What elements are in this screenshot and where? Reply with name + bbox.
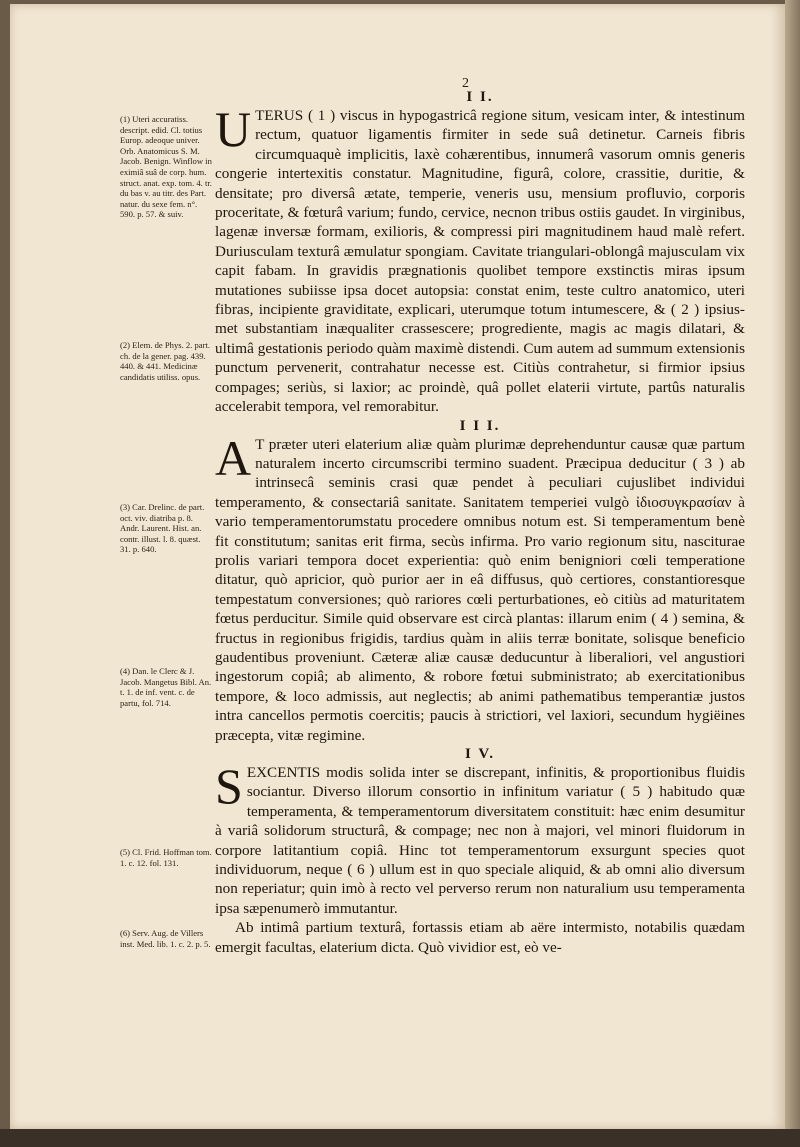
dropcap-a: A (215, 429, 252, 486)
sidenote-3: (3) Car. Drelinc. de part. oct. viv. diatriba p. 8. Andr. Laurent. Hist. an. contr. illust. l. 8. quæst. 31. p. 640. (120, 502, 205, 555)
dropcap-u: U (215, 101, 252, 157)
page-edge-bottom (0, 1129, 800, 1147)
section-2-text: TERUS ( 1 ) viscus in hypogastricâ regione situm, vesicam inter, & intestinum rectum, quatuor ligamentis firmiter in sede suâ detinetur. Carneis fibris circumquaquè implicitis, laxè cohærentibus, innumerâ vasorum omnis generis congerie intertexitis constatur. Magnitudine, figurâ, colore, crassitie, duritie, & densitate; pro diversâ ætate, temperie, veneris usu, mensium profluvio, corporis proceritate, & fœturâ varium; fundo, cervice, necnon tribus ostiis gaudet. In virginibus, lagenæ inversæ formam, exilioris, & compressi piri magnitudinem haud malè refert. Duriusculam texturâ æmulatur spongiam. Cavitate triangulari-oblongâ majusculam vix capit fabam. In gravidis prægnationis quolibet tempore exstinctis miras ipsum mutationes subiisse ipsa docet autopsia: constat enim, teste cultro anatomico, uteri fibras, incipiente graviditate, explicari, uterumque totum intumescere, & ( 2 ) ipsius-met substantiam inæqualiter crassescere; progrediente, magis ac magis dilatari, & ultimâ gestationis periodo quàm maximè distendi. Cum autem ad summum extensionis punctum pervenerit, contrahatur necesse est. Citiùs contrahetur, si firmior ipsius compages; seriùs, si laxior; ac proindè, quâ pollet elaterii virtute, partûs naturalis accelerabit tempora, vel remorabitur. (215, 107, 745, 416)
section-numeral-4: I V. (465, 746, 495, 762)
section-4-continuation: Ab intimâ partium texturâ, fortassis etiam ab aëre intermisto, notabilis quædam emergit facultas, elaterium dicta. Quò vividior est, eò ve- (215, 919, 745, 956)
sidenote-2: (2) Elem. de Phys. 2. part. ch. de la gener. pag. 439. 440. & 441. Medicinæ candidatis utiliss. opus. (120, 340, 210, 382)
section-numeral-3: I I I. (459, 417, 501, 434)
sidenote-1: (1) Uteri accuratiss. descript. edid. Cl. totius Europ. adeoque univer. Orb. Anatomicus S. M. Jacob. Benign. Winflow in eximiâ suâ de corp. hum. struct. anat. exp. tom. 4. tr. du bas v. au titr. des Part. natur. du sexe fem. n°. 590. p. 57. & suiv. (120, 114, 212, 220)
sidenote-4: (4) Dan. le Clerc & J. Jacob. Mangetus Bibl. An. t. 1. de inf. vent. c. de partu, fol. 714. (120, 666, 212, 708)
dropcap-s: S (215, 758, 243, 814)
section-3-text: T præter uteri elaterium aliæ quàm plurimæ deprehenduntur causæ quæ partum naturalem incerto circumscribi termino suadent. Præcipua deducitur ( 3 ) ab intrinsecâ seminis crasi quæ pendet à peculiari cujuslibet individui temperamento, & consectariâ sanitate. Sanitatem temperiei vulgò ἰδιοσυγκρασίαν à vario temperamentorumstatu procedere omnibus notum est. Si temperamentum benè fit constitutum; sanitas erit firma, secùs infirma. Pro vario regionum situ, nasciturae prolis variari tempora docet experientia: quò enim benigniori cœli temperatione ditatur, quò apricior, quò purior aer in eâ diffusus, quò certiores, constantioresque tempestatum conversiones; quò rariores cœli perturbationes, eò citiùs ad maturitatem fœtus perducitur. Simile quid observare est circà plantas: illarum enim ( 4 ) semina, & fructus in regionibus frigidis, tardius quàm in aliis terræ bonitate, solisque beneficio gaudentibus proveniunt. Cæteræ aliæ causæ deducuntur à liberaliori, vel angustiori ingestorum copiâ; ab alimento, & robore fœtui subministrato; ab exercitationibus tempore, & loco admissis, aut neglectis; ab animi pathematibus temperantiæ justos intra cancellos permotis coercitis; paucis à strictiori, vel laxiori, secundum hygiëines præcepta, vitæ regimine. (215, 435, 745, 744)
page-number: 2 (462, 76, 469, 91)
section-4-text: EXCENTIS modis solida inter se discrepant, infinitis, & proportionibus fluidis sociantur. Diverso illorum consortio in infinitum variatur ( 5 ) habitudo quæ temperamenta, & temperamentorum diversitatem constituit: hæc enim desumitur à variâ solidorum structurâ, & compage; nec non à majori, vel minori fluidorum in corpore latitantium copiâ. Hinc tot temperamentorum exsurgunt species quot individuorum, neque ( 6 ) ullum est in quo speciale aliquid, & ab omni alio diversum non reperiatur; quin imò à recto vel perverso rerum non naturalium usu temperamenta ipsa sæpenumerò immutantur. (215, 764, 745, 917)
section-numeral-2: I I. (466, 89, 494, 105)
section-3-paragraph (215, 429, 745, 746)
section-2-paragraph (215, 101, 745, 417)
main-text (215, 88, 745, 957)
page-edge-right (785, 0, 800, 1147)
book-page (10, 4, 785, 1129)
sidenote-5: (5) Cl. Frid. Hoffman tom. 1. c. 12. fol. 131. (120, 847, 212, 868)
section-4-paragraph (215, 758, 745, 918)
sidenote-6: (6) Serv. Aug. de Villers inst. Med. lib. 1. c. 2. p. 5. (120, 928, 211, 949)
